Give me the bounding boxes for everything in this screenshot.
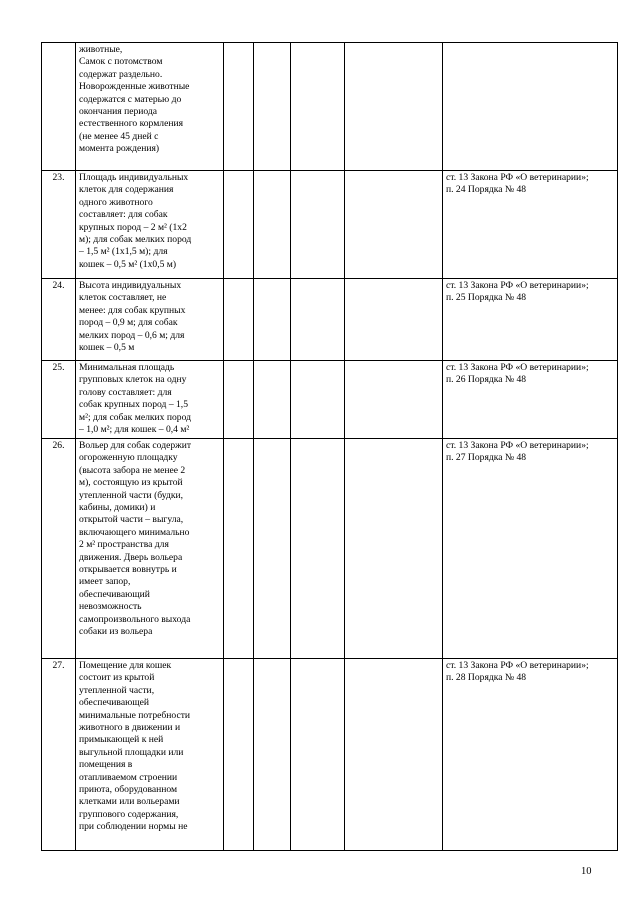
requirement-line: приюта, оборудованном: [79, 784, 178, 796]
requirement-line: кошек – 0,5 м: [79, 342, 135, 354]
requirement-line: – 1,5 м² (1х1,5 м); для: [79, 246, 168, 258]
empty-cell: [224, 439, 254, 659]
requirement-line: обеспечивающий: [79, 588, 150, 600]
empty-cell: [224, 43, 254, 171]
requirement-line: кабины, домики) и: [79, 502, 156, 514]
requirement-line: одного животного: [79, 196, 153, 208]
requirement-line: содержат раздельно.: [79, 68, 163, 80]
requirement-cell: [76, 361, 224, 439]
empty-cell: [345, 659, 443, 851]
requirement-cell: [76, 171, 224, 279]
requirement-cell: [76, 279, 224, 361]
requirement-line: минимальные потребности: [79, 709, 191, 721]
requirement-line: 2 м² пространства для: [79, 539, 169, 551]
requirement-line: собак крупных пород – 1,5: [79, 399, 189, 411]
reference-cell: [443, 439, 618, 659]
reference-line: п. 28 Порядка № 48: [446, 672, 527, 684]
requirement-line: – 1,0 м²; для кошек – 0,4 м²: [79, 424, 190, 436]
requirement-line: м²; для собак мелких пород: [79, 411, 191, 423]
empty-cell: [224, 171, 254, 279]
requirement-line: клетками или вольерами: [79, 796, 180, 808]
reference-line: ст. 13 Закона РФ «О ветеринарии»;: [446, 440, 589, 451]
table-row: [42, 171, 618, 279]
reference-line: ст. 13 Закона РФ «О ветеринарии»;: [446, 660, 589, 671]
requirement-line: Высота индивидуальных: [79, 280, 182, 291]
reference-line: п. 24 Порядка № 48: [446, 184, 527, 196]
requirement-line: составляет: для собак: [79, 209, 168, 221]
requirement-line: м), состоящую из крытой: [79, 477, 183, 489]
requirement-line: голову составляет: для: [79, 386, 172, 398]
requirement-line: (высота забора не менее 2: [79, 464, 186, 476]
requirement-line: утепленной части (будки,: [79, 489, 184, 501]
requirement-line: животного в движении и: [79, 722, 181, 734]
requirement-line: кошек – 0,5 м² (1х0,5 м): [79, 258, 177, 270]
requirement-line: менее: для собак крупных: [79, 304, 186, 316]
requirement-line: самопроизвольного выхода: [79, 613, 191, 625]
requirement-line: Новорожденные животные: [79, 81, 190, 93]
row-number: 23.: [42, 171, 76, 279]
requirement-line: состоит из крытой: [79, 672, 155, 684]
empty-cell: [291, 439, 345, 659]
empty-cell: [345, 439, 443, 659]
requirement-line: естественного кормления: [79, 118, 184, 130]
requirement-line: Самок с потомством: [79, 56, 163, 68]
requirement-line: клеток для содержания: [79, 184, 174, 196]
empty-cell: [291, 279, 345, 361]
requirement-line: мелких пород – 0,6 м; для: [79, 329, 185, 341]
reference-cell: [443, 279, 618, 361]
reference-line: п. 25 Порядка № 48: [446, 292, 527, 304]
requirement-line: (не менее 45 дней с: [79, 130, 159, 142]
requirement-cell: [76, 659, 224, 851]
empty-cell: [224, 659, 254, 851]
table-row: [42, 279, 618, 361]
reference-line: ст. 13 Закона РФ «О ветеринарии»;: [446, 172, 589, 183]
requirement-line: имеет запор,: [79, 576, 131, 588]
requirement-line: групповых клеток на одну: [79, 374, 187, 386]
page-number: 10: [581, 866, 592, 877]
requirements-table: [41, 42, 618, 851]
requirement-line: движения. Дверь вольера: [79, 551, 183, 563]
requirement-line: открывается вовнутрь и: [79, 564, 177, 576]
requirement-line: момента рождения): [79, 143, 160, 155]
requirement-line: примыкающей к ней: [79, 734, 164, 746]
empty-cell: [254, 43, 291, 171]
empty-cell: [345, 171, 443, 279]
requirement-line: Минимальная площадь: [79, 362, 175, 373]
requirement-line: выгульной площадки или: [79, 746, 184, 758]
requirement-line: открытой части – выгула,: [79, 514, 184, 526]
requirement-line: Площадь индивидуальных: [79, 172, 189, 183]
empty-cell: [254, 361, 291, 439]
requirement-line: пород – 0,9 м; для собак: [79, 317, 178, 329]
reference-line: ст. 13 Закона РФ «О ветеринарии»;: [446, 280, 589, 291]
reference-line: ст. 13 Закона РФ «О ветеринарии»;: [446, 362, 589, 373]
requirement-line: группового содержания,: [79, 808, 179, 820]
requirement-line: утепленной части,: [79, 684, 155, 696]
empty-cell: [345, 279, 443, 361]
requirement-line: огороженную площадку: [79, 452, 178, 464]
empty-cell: [345, 43, 443, 171]
empty-cell: [291, 361, 345, 439]
empty-cell: [345, 361, 443, 439]
table-row: [42, 361, 618, 439]
reference-line: п. 26 Порядка № 48: [446, 374, 527, 386]
empty-cell: [254, 439, 291, 659]
requirement-line: помещения в: [79, 759, 133, 771]
empty-cell: [224, 279, 254, 361]
row-number: 27.: [42, 659, 76, 851]
row-number: 24.: [42, 279, 76, 361]
reference-line: п. 27 Порядка № 48: [446, 452, 527, 464]
reference-cell: [443, 361, 618, 439]
row-number: [42, 43, 76, 171]
row-number: 26.: [42, 439, 76, 659]
requirement-line: клеток составляет, не: [79, 292, 167, 304]
table-body: [42, 43, 618, 851]
requirement-line: окончания периода: [79, 106, 158, 118]
empty-cell: [254, 171, 291, 279]
requirement-line: невозможность: [79, 601, 142, 613]
requirement-line: крупных пород – 2 м² (1х2: [79, 221, 187, 233]
reference-cell: [443, 43, 618, 171]
reference-cell: [443, 659, 618, 851]
requirement-line: включающего минимально: [79, 526, 190, 538]
table-row: [42, 43, 618, 171]
requirement-line: животные,: [79, 44, 123, 55]
empty-cell: [291, 171, 345, 279]
requirement-line: собаки из вольера: [79, 626, 153, 638]
table-row: [42, 659, 618, 851]
row-number: 25.: [42, 361, 76, 439]
reference-cell: [443, 171, 618, 279]
empty-cell: [224, 361, 254, 439]
requirement-line: при соблюдении нормы не: [79, 821, 188, 833]
table-row: [42, 439, 618, 659]
requirement-line: м); для собак мелких пород: [79, 234, 192, 246]
empty-cell: [254, 279, 291, 361]
requirement-line: содержатся с матерью до: [79, 93, 182, 105]
requirement-line: Вольер для собак содержит: [79, 440, 192, 451]
requirement-cell: [76, 43, 224, 171]
requirement-cell: [76, 439, 224, 659]
requirement-line: отапливаемом строении: [79, 771, 178, 783]
requirement-line: Помещение для кошек: [79, 660, 172, 671]
empty-cell: [254, 659, 291, 851]
requirement-line: обеспечивающей: [79, 697, 150, 709]
empty-cell: [291, 659, 345, 851]
empty-cell: [291, 43, 345, 171]
